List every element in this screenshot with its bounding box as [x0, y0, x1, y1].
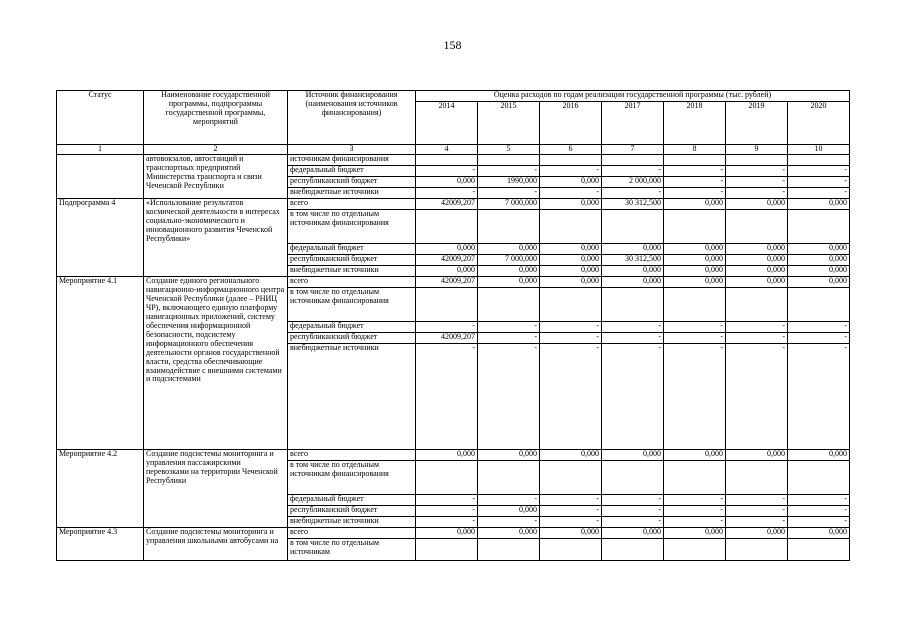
row-name: Создание единого регионального навигационно-информационного центра Чеченской Республики (далее – РНИЦ ЧР), включающего единую платформу навигационных приложений, систему обеспечения информационной безопасности, подсистему информационного обеспечения деятельности органов государственной власти, средства обеспечивающие взаимодействие с внешними системами и подсистемами	[144, 277, 288, 450]
header-estimate: Оценка расходов по годам реализации государственной программы (тыс. рублей)	[416, 91, 850, 102]
header-source: Источник финансирования (наименования источников финансирования)	[288, 91, 416, 145]
row-source: в том числе по отдельным источникам	[288, 539, 416, 561]
row-source: внебюджетные источники	[288, 188, 416, 199]
value-cell	[478, 155, 540, 166]
value-cell: -	[602, 517, 664, 528]
value-cell: -	[788, 188, 850, 199]
value-cell	[788, 288, 850, 322]
value-cell: 0,000	[664, 277, 726, 288]
table-row	[57, 450, 850, 461]
value-cell	[416, 461, 478, 495]
row-status	[57, 155, 144, 199]
column-number: 8	[664, 145, 726, 155]
value-cell	[788, 210, 850, 244]
value-cell	[602, 288, 664, 322]
value-cell: -	[664, 322, 726, 333]
row-source: республиканский бюджет	[288, 333, 416, 344]
value-cell: -	[416, 517, 478, 528]
value-cell: -	[540, 517, 602, 528]
value-cell: -	[726, 166, 788, 177]
value-cell: -	[726, 188, 788, 199]
value-cell: 0,000	[788, 528, 850, 539]
value-cell: -	[416, 495, 478, 506]
value-cell: -	[478, 188, 540, 199]
value-cell: -	[478, 333, 540, 344]
value-cell: 0,000	[726, 450, 788, 461]
value-cell: -	[664, 495, 726, 506]
value-cell	[602, 155, 664, 166]
column-number: 9	[726, 145, 788, 155]
row-status: Подпрограмма 4	[57, 199, 144, 277]
value-cell: -	[664, 166, 726, 177]
value-cell	[416, 210, 478, 244]
table-row	[57, 277, 850, 288]
row-source: федеральный бюджет	[288, 244, 416, 255]
value-cell: 0,000	[478, 244, 540, 255]
value-cell: 0,000	[788, 244, 850, 255]
value-cell: -	[602, 344, 664, 450]
value-cell: -	[788, 344, 850, 450]
value-cell	[726, 210, 788, 244]
value-cell: 0,000	[416, 244, 478, 255]
value-cell: -	[664, 517, 726, 528]
value-cell: 0,000	[602, 450, 664, 461]
value-cell: 0,000	[788, 266, 850, 277]
row-source: федеральный бюджет	[288, 495, 416, 506]
value-cell	[664, 539, 726, 561]
value-cell	[726, 155, 788, 166]
value-cell: -	[478, 166, 540, 177]
value-cell: 42009,207	[416, 277, 478, 288]
value-cell	[540, 155, 602, 166]
header-status: Статус	[57, 91, 144, 145]
row-source: внебюджетные источники	[288, 517, 416, 528]
value-cell: -	[540, 344, 602, 450]
value-cell: 0,000	[540, 244, 602, 255]
row-name: Создание подсистемы мониторинга и управления школьными автобусами на	[144, 528, 288, 561]
value-cell: -	[726, 333, 788, 344]
value-cell	[478, 288, 540, 322]
value-cell: -	[540, 333, 602, 344]
value-cell: -	[788, 166, 850, 177]
value-cell: 7 000,000	[478, 199, 540, 210]
value-cell: 0,000	[602, 266, 664, 277]
value-cell	[664, 210, 726, 244]
value-cell: 0,000	[478, 528, 540, 539]
table-row	[57, 528, 850, 539]
row-status: Мероприятие 4.1	[57, 277, 144, 450]
header-name: Наименование государственной программы, подпрограммы государственной программы, мероприятий	[144, 91, 288, 145]
value-cell: -	[602, 166, 664, 177]
row-status: Мероприятие 4.2	[57, 450, 144, 528]
value-cell: -	[788, 333, 850, 344]
value-cell: -	[540, 166, 602, 177]
value-cell: -	[540, 188, 602, 199]
value-cell: 0,000	[416, 528, 478, 539]
value-cell	[602, 461, 664, 495]
value-cell: 0,000	[478, 506, 540, 517]
value-cell	[540, 461, 602, 495]
value-cell: 0,000	[726, 244, 788, 255]
row-status: Мероприятие 4.3	[57, 528, 144, 561]
value-cell: -	[540, 322, 602, 333]
row-source: всего	[288, 450, 416, 461]
value-cell: 30 312,500	[602, 199, 664, 210]
value-cell	[664, 461, 726, 495]
value-cell: 0,000	[788, 450, 850, 461]
value-cell: 42009,207	[416, 333, 478, 344]
value-cell	[664, 288, 726, 322]
value-cell: 0,000	[602, 277, 664, 288]
value-cell: 0,000	[664, 528, 726, 539]
value-cell: 0,000	[540, 199, 602, 210]
value-cell: -	[726, 344, 788, 450]
row-source: республиканский бюджет	[288, 177, 416, 188]
value-cell	[416, 155, 478, 166]
row-source: республиканский бюджет	[288, 506, 416, 517]
value-cell	[664, 155, 726, 166]
value-cell: -	[726, 517, 788, 528]
value-cell: 0,000	[788, 277, 850, 288]
column-number: 2	[144, 145, 288, 155]
value-cell	[726, 539, 788, 561]
value-cell: -	[726, 506, 788, 517]
value-cell: 0,000	[788, 199, 850, 210]
column-number: 7	[602, 145, 664, 155]
value-cell: -	[478, 517, 540, 528]
column-number: 6	[540, 145, 602, 155]
header-year: 2014	[416, 102, 478, 145]
budget-table	[56, 90, 850, 561]
value-cell: -	[540, 506, 602, 517]
value-cell: 0,000	[726, 255, 788, 266]
value-cell	[540, 210, 602, 244]
row-source: внебюджетные источники	[288, 266, 416, 277]
row-source: всего	[288, 277, 416, 288]
header-year: 2015	[478, 102, 540, 145]
value-cell: -	[788, 506, 850, 517]
value-cell	[540, 539, 602, 561]
value-cell: -	[602, 333, 664, 344]
value-cell: 0,000	[478, 450, 540, 461]
value-cell	[478, 210, 540, 244]
value-cell: -	[602, 188, 664, 199]
value-cell: -	[726, 495, 788, 506]
value-cell: 0,000	[478, 277, 540, 288]
value-cell: -	[664, 177, 726, 188]
table-row	[57, 155, 850, 166]
row-source: всего	[288, 528, 416, 539]
row-source: внебюджетные источники	[288, 344, 416, 450]
value-cell: 0,000	[726, 528, 788, 539]
value-cell: -	[416, 166, 478, 177]
row-name: Создание подсистемы мониторинга и управления пассажирскими перевозками на территории Чеченской Республики	[144, 450, 288, 528]
header-year: 2018	[664, 102, 726, 145]
value-cell: -	[664, 506, 726, 517]
value-cell: 0,000	[540, 528, 602, 539]
value-cell: 42009,207	[416, 199, 478, 210]
value-cell	[478, 539, 540, 561]
value-cell: 0,000	[416, 177, 478, 188]
value-cell: -	[664, 333, 726, 344]
value-cell: -	[416, 322, 478, 333]
value-cell: 7 000,000	[478, 255, 540, 266]
header-year: 2020	[788, 102, 850, 145]
value-cell: 30 312,500	[602, 255, 664, 266]
value-cell: 0,000	[726, 199, 788, 210]
table-row	[57, 199, 850, 210]
value-cell: -	[788, 495, 850, 506]
value-cell: -	[602, 495, 664, 506]
value-cell: -	[664, 188, 726, 199]
value-cell: -	[602, 506, 664, 517]
row-source: федеральный бюджет	[288, 322, 416, 333]
value-cell: 0,000	[416, 266, 478, 277]
value-cell: -	[788, 322, 850, 333]
value-cell: 42009,207	[416, 255, 478, 266]
value-cell: 1990,000	[478, 177, 540, 188]
value-cell: -	[416, 506, 478, 517]
value-cell: -	[602, 322, 664, 333]
value-cell: -	[478, 495, 540, 506]
value-cell	[540, 288, 602, 322]
value-cell: 0,000	[664, 266, 726, 277]
value-cell: 0,000	[664, 199, 726, 210]
value-cell	[602, 210, 664, 244]
row-source: в том числе по отдельным источникам финансирования	[288, 210, 416, 244]
row-source: в том числе по отдельным источникам финансирования	[288, 288, 416, 322]
row-source: источникам финансирования	[288, 155, 416, 166]
value-cell: -	[540, 495, 602, 506]
value-cell: 0,000	[602, 244, 664, 255]
value-cell	[602, 539, 664, 561]
row-name: «Использование результатов космической деятельности в интересах социально-экономического и инновационного развития Чеченской Республики»	[144, 199, 288, 277]
value-cell: -	[664, 344, 726, 450]
value-cell: 0,000	[540, 450, 602, 461]
value-cell: 0,000	[664, 450, 726, 461]
value-cell	[416, 288, 478, 322]
value-cell: 0,000	[788, 255, 850, 266]
value-cell: 0,000	[664, 244, 726, 255]
value-cell	[416, 539, 478, 561]
value-cell	[726, 288, 788, 322]
value-cell: 0,000	[726, 277, 788, 288]
column-number: 10	[788, 145, 850, 155]
value-cell: 0,000	[540, 266, 602, 277]
value-cell	[478, 461, 540, 495]
header-year: 2017	[602, 102, 664, 145]
value-cell	[788, 155, 850, 166]
header-year: 2019	[726, 102, 788, 145]
value-cell: 0,000	[478, 266, 540, 277]
value-cell: -	[788, 177, 850, 188]
value-cell: 0,000	[602, 528, 664, 539]
value-cell: 0,000	[540, 277, 602, 288]
value-cell: -	[478, 322, 540, 333]
column-number: 5	[478, 145, 540, 155]
value-cell: 2 000,000	[602, 177, 664, 188]
value-cell: -	[478, 344, 540, 450]
value-cell: 0,000	[540, 177, 602, 188]
row-source: республиканский бюджет	[288, 255, 416, 266]
value-cell: -	[416, 344, 478, 450]
value-cell: 0,000	[726, 266, 788, 277]
row-source: в том числе по отдельным источникам финансирования	[288, 461, 416, 495]
value-cell: -	[726, 177, 788, 188]
page-number: 158	[443, 38, 462, 52]
value-cell: -	[788, 517, 850, 528]
column-number: 4	[416, 145, 478, 155]
value-cell: 0,000	[540, 255, 602, 266]
value-cell	[726, 461, 788, 495]
column-number: 3	[288, 145, 416, 155]
value-cell: -	[726, 322, 788, 333]
value-cell	[788, 539, 850, 561]
header-year: 2016	[540, 102, 602, 145]
value-cell: 0,000	[416, 450, 478, 461]
value-cell	[788, 461, 850, 495]
value-cell: 0,000	[664, 255, 726, 266]
row-source: федеральный бюджет	[288, 166, 416, 177]
value-cell: -	[416, 188, 478, 199]
column-number: 1	[57, 145, 144, 155]
row-name: автовокзалов, автостанций и транспортных предприятий Министерства транспорта и связи Чеченской Республики	[144, 155, 288, 199]
row-source: всего	[288, 199, 416, 210]
